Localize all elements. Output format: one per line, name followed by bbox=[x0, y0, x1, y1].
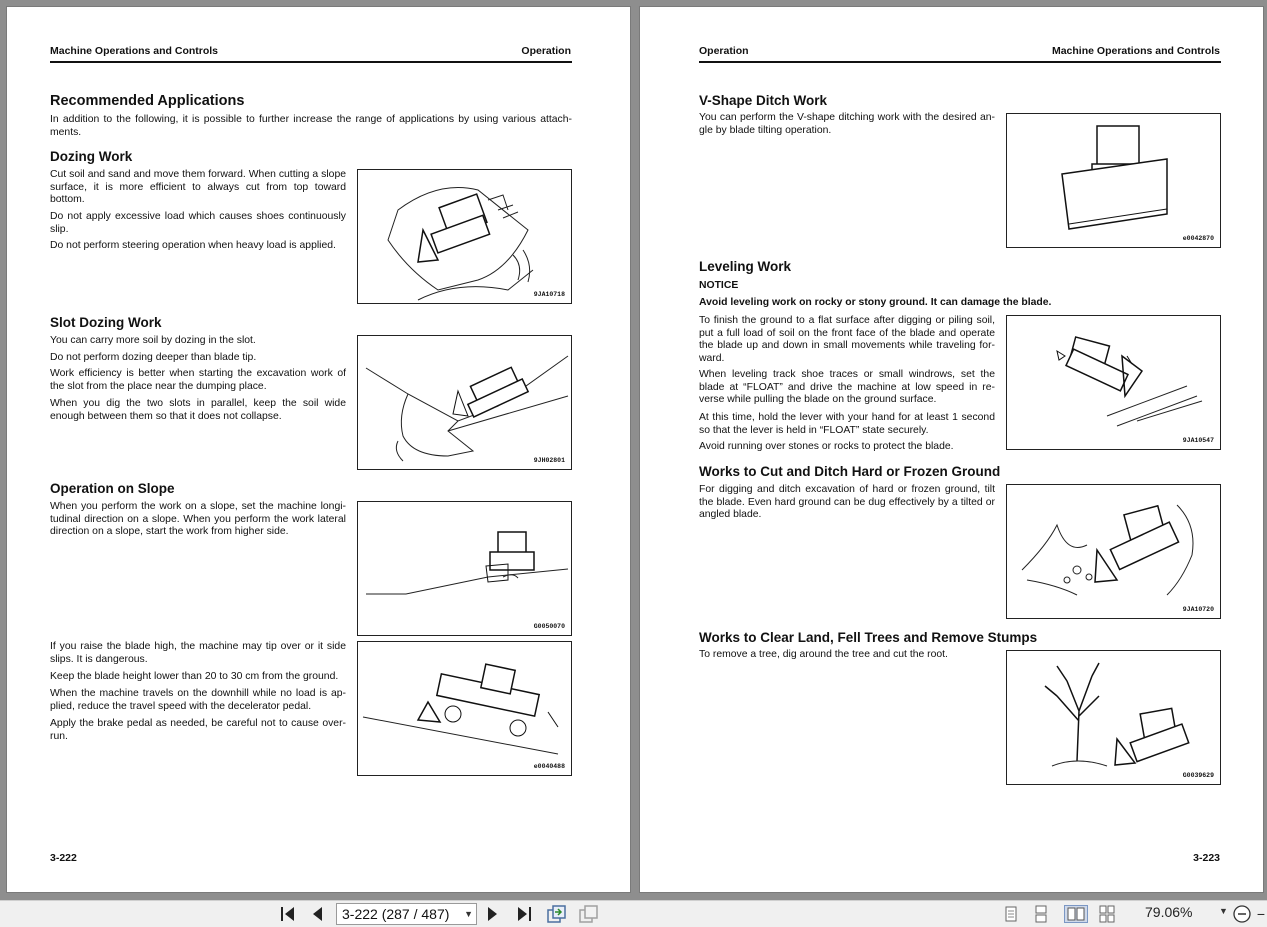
dozing-text-3: Do not perform steering operation when heavy load is applied. bbox=[50, 240, 336, 251]
dozing-heading: Dozing Work bbox=[50, 149, 133, 164]
header-rule bbox=[50, 61, 572, 63]
pdf-page-right bbox=[639, 6, 1264, 893]
slope-figure bbox=[357, 501, 572, 636]
frozen-figure bbox=[1006, 484, 1221, 619]
leveling-text-1: To finish the ground to a flat surface after digging or piling soil, put a full load of soil on the front face of the blade and operate the blade up and down in small movements while traveling for-ward. bbox=[699, 315, 995, 364]
frozen-figure-code: 9JA10720 bbox=[1182, 606, 1214, 613]
first-page-icon[interactable] bbox=[277, 904, 299, 924]
zoom-in-partial-icon[interactable]: − bbox=[1256, 906, 1266, 922]
slope-text-1: When you perform the work on a slope, set the machine longi-tudinal direction on a slope. When you perform the work lateral direction on a slope, start the work from higher side. bbox=[50, 501, 346, 538]
leveling-figure-code: 9JA10547 bbox=[1182, 437, 1214, 444]
leveling-heading: Leveling Work bbox=[699, 259, 792, 274]
chevron-down-icon[interactable]: ▼ bbox=[464, 909, 473, 919]
clear-text-1: To remove a tree, dig around the tree and cut the root. bbox=[699, 649, 948, 660]
tree-clearing-illustration bbox=[1007, 651, 1221, 785]
facing-view-icon[interactable] bbox=[1064, 905, 1088, 923]
slot-heading: Slot Dozing Work bbox=[50, 315, 162, 330]
page-number-field[interactable] bbox=[336, 903, 477, 925]
leveling-figure bbox=[1006, 315, 1221, 450]
running-header-right: Operation bbox=[521, 45, 571, 57]
clear-figure bbox=[1006, 650, 1221, 785]
running-header-left: Operation bbox=[699, 45, 749, 57]
slot-figure bbox=[357, 335, 572, 470]
slope-figure-code: G0050070 bbox=[533, 623, 565, 630]
slope-heading: Operation on Slope bbox=[50, 481, 175, 496]
previous-page-icon[interactable] bbox=[308, 904, 326, 924]
vshape-ditch-illustration bbox=[1007, 114, 1221, 248]
frozen-text-1: For digging and ditch excavation of hard or frozen ground, tilt the blade. Even hard ground can be dug effectively by a tilted or angled blade. bbox=[699, 484, 995, 521]
zoom-out-icon[interactable] bbox=[1232, 904, 1252, 924]
slope-text-4: When the machine travels on the downhill while no load is ap-plied, reduce the travel speed with the decelerator pedal. bbox=[50, 688, 346, 712]
vshape-heading: V-Shape Ditch Work bbox=[699, 93, 828, 108]
clear-figure-code: G0039629 bbox=[1182, 772, 1214, 779]
vshape-figure bbox=[1006, 113, 1221, 248]
slot-text-1: You can carry more soil by dozing in the slot. bbox=[50, 335, 256, 346]
continuous-view-icon[interactable] bbox=[1032, 905, 1050, 923]
leveling-text-2: When leveling track shoe traces or small windrows, set the blade at “FLOAT” and drive the machine at low speed in re-verse while pulling the blade on the ground surface. bbox=[699, 369, 995, 406]
slope-text-2: If you raise the blade high, the machine may tip over or it side slips. It is dangerous. bbox=[50, 641, 346, 665]
downhill-bulldozer-illustration bbox=[358, 642, 572, 776]
page-number-value: 3-222 (287 / 487) bbox=[342, 906, 450, 922]
dozing-figure bbox=[357, 169, 572, 304]
slot-text-3: Work efficiency is better when starting the excavation work of the slot from the place near the dumping place. bbox=[50, 368, 346, 392]
last-page-icon[interactable] bbox=[513, 904, 535, 924]
single-page-view-icon[interactable] bbox=[1002, 905, 1020, 923]
dozing-text-1: Cut soil and sand and move them forward. When cutting a slope surface, it is more efficient to always cut from top toward bottom. bbox=[50, 169, 346, 206]
intro-text: In addition to the following, it is possible to further increase the range of applications by using various attach-ments. bbox=[50, 114, 572, 138]
frozen-heading: Works to Cut and Ditch Hard or Frozen Ground bbox=[699, 464, 1001, 479]
slot-figure-code: 9JH02801 bbox=[533, 457, 565, 464]
go-back-view-icon[interactable] bbox=[545, 904, 569, 924]
running-header-right: Machine Operations and Controls bbox=[1051, 45, 1220, 57]
vshape-text-1: You can perform the V-shape ditching work with the desired an-gle by blade tilting operation. bbox=[699, 112, 995, 136]
zoom-dropdown-icon[interactable]: ▼ bbox=[1219, 906, 1228, 916]
page-number-left: 3-222 bbox=[50, 852, 77, 864]
clear-heading: Works to Clear Land, Fell Trees and Remove Stumps bbox=[699, 630, 1038, 645]
slope-text-5: Apply the brake pedal as needed, be careful not to cause over-run. bbox=[50, 718, 346, 742]
next-page-icon[interactable] bbox=[484, 904, 502, 924]
leveling-text-4: Avoid running over stones or rocks to protect the blade. bbox=[699, 441, 954, 452]
slope-illustration bbox=[358, 502, 572, 636]
continuous-facing-view-icon[interactable] bbox=[1098, 905, 1116, 923]
pdf-page-left bbox=[6, 6, 631, 893]
dozing-text-2: Do not apply excessive load which causes shoes continuously slip. bbox=[50, 211, 346, 235]
notice-text: Avoid leveling work on rocky or stony ground. It can damage the blade. bbox=[699, 297, 1052, 308]
running-header-left: Machine Operations and Controls bbox=[50, 45, 219, 57]
leveling-illustration bbox=[1007, 316, 1221, 450]
go-forward-view-icon[interactable] bbox=[577, 904, 601, 924]
leveling-text-3: At this time, hold the lever with your hand for at least 1 second so that the lever is held in “FLOAT” state securely. bbox=[699, 412, 995, 436]
bulldozer-dozing-illustration bbox=[358, 170, 572, 304]
slope-downhill-figure-code: e0040488 bbox=[533, 763, 565, 770]
vshape-figure-code: e0042870 bbox=[1182, 235, 1214, 242]
slot-text-4: When you dig the two slots in parallel, keep the soil wide enough between them so that it does not collapse. bbox=[50, 398, 346, 422]
notice-label: NOTICE bbox=[699, 280, 739, 291]
page-number-right: 3-223 bbox=[1193, 852, 1220, 864]
dozing-figure-code: 9JA10718 bbox=[533, 291, 565, 298]
slot-text-2: Do not perform dozing deeper than blade tip. bbox=[50, 352, 257, 363]
slot-dozing-illustration bbox=[358, 336, 572, 470]
slope-text-3: Keep the blade height lower than 20 to 30 cm from the ground. bbox=[50, 671, 339, 682]
frozen-ground-illustration bbox=[1007, 485, 1221, 619]
slope-downhill-figure bbox=[357, 641, 572, 776]
section-title: Recommended Applications bbox=[50, 93, 245, 109]
zoom-level[interactable]: 79.06% bbox=[1145, 904, 1193, 920]
header-rule bbox=[699, 61, 1221, 63]
